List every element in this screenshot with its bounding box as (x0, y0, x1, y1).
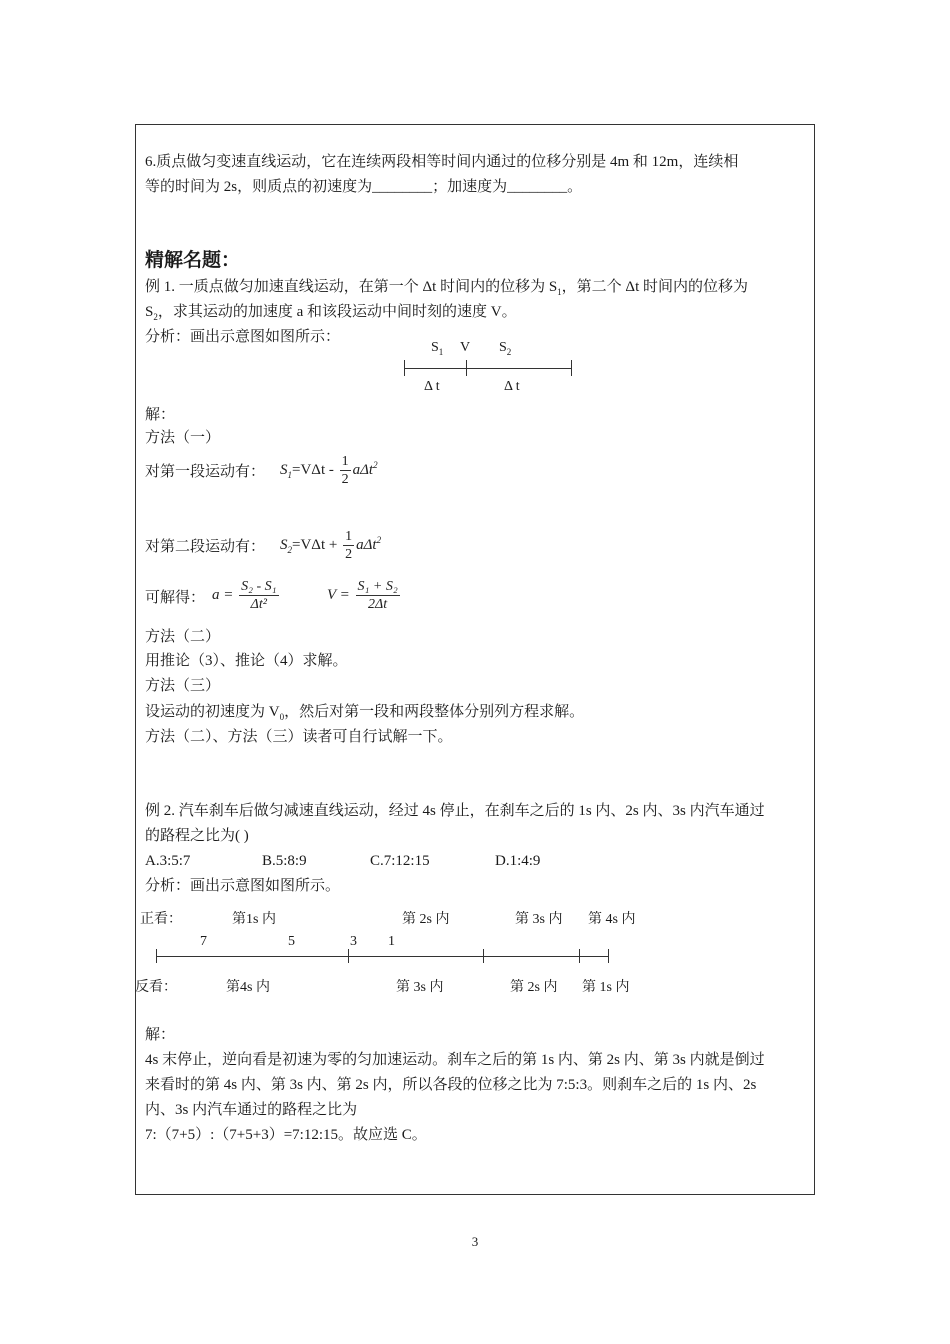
option-a: A.3:5:7 (145, 853, 191, 869)
q6-line2: 等的时间为 2s，则质点的初速度为________；加速度为________。 (145, 179, 583, 195)
ex1-line1: 例 1. 一质点做匀加速直线运动，在第一个 Δt 时间内的位移为 $S_1$，第二个 Δt 时间内的位移为 (145, 279, 748, 297)
ratio-3: 3 (350, 934, 357, 949)
ex1-closing: 方法（二）、方法（三）读者可自行试解一下。 (145, 729, 453, 745)
ex1-method3: 方法（三） (145, 678, 221, 694)
reverse-3: 第 2s 内 (510, 980, 558, 995)
reverse-1: 第4s 内 (226, 980, 270, 995)
ex1-method3-text: 设运动的初速度为 $V_0$，然后对第一段和两段整体分别列方程求解。 (145, 704, 585, 722)
eq2-label: 对第二段运动有： (145, 539, 266, 555)
label-dt1: Δ t (424, 379, 440, 394)
tick-1s (348, 949, 349, 963)
left-bracket-top (135, 901, 136, 931)
ex2-sol-line2: 来看时的第 4s 内、第 3s 内、第 2s 内，所以各段的位移之比为 7:5:3。则刹车之后的 1s 内、2s (145, 1077, 757, 1093)
tick-2s (483, 949, 484, 963)
ex1-method2-text: 用推论（3）、推论（4）求解。 (145, 653, 348, 669)
tick-end (571, 360, 572, 376)
v-formula: V = $\frac{\text{S₁ + S₂}}{2\Delta t}$ (327, 579, 398, 612)
tick-0s (156, 949, 157, 963)
eq1-label: 对第一段运动有： (145, 464, 266, 480)
ex1-method1: 方法（一） (145, 430, 221, 446)
ex2-line1: 例 2. 汽车刹车后做匀减速直线运动，经过 4s 停止，在刹车之后的 1s 内、2s 内、3s 内汽车通过 (145, 803, 765, 819)
ex2-analysis: 分析：画出示意图如图所示。 (145, 878, 341, 894)
option-d: D.1:4:9 (495, 853, 541, 869)
ex1-solution-label: 解： (145, 407, 176, 423)
eq2-formula: $S_2=V\Delta t$ + $\frac{1}{2}$ aΔt$^2$ (280, 529, 382, 562)
forward-2: 第 2s 内 (402, 912, 450, 927)
ratio-5: 5 (288, 934, 295, 949)
ex1-analysis: 分析：画出示意图如图所示： (145, 329, 341, 345)
reverse-4: 第 1s 内 (582, 980, 630, 995)
label-v: V (460, 340, 471, 355)
ex2-sol-line1: 4s 末停止，逆向看是初速为零的匀加速运动。刹车之后的第 1s 内、第 2s 内、第 3s 内就是倒过 (145, 1052, 765, 1068)
label-dt2: Δ t (504, 379, 520, 394)
reverse-label: 反看： (135, 980, 177, 995)
section-title: 精解名题： (145, 250, 241, 271)
ex1-method2: 方法（二） (145, 629, 221, 645)
tick-4s (608, 949, 609, 963)
eq1-formula: $S_1=V\Delta t$ - $\frac{1}{2}$ aΔt$^2$ (280, 454, 378, 487)
tick-start (404, 360, 405, 376)
tick-middle (466, 360, 467, 376)
left-bracket-mid (135, 934, 136, 964)
label-s2: $S_2$ (499, 340, 512, 357)
ex1-line2: $S_2$，求其运动的加速度 a 和该段运动中间时刻的速度 V。 (145, 304, 517, 322)
result-label: 可解得： (145, 590, 206, 606)
ex2-sol-line4: 7:（7+5）:（7+5+3）=7:12:15。故应选 C。 (145, 1127, 427, 1143)
forward-label: 正看： (140, 912, 182, 927)
tick-3s (579, 949, 580, 963)
forward-1: 第1s 内 (232, 912, 276, 927)
ex2-sol-line3: 内、3s 内汽车通过的路程之比为 (145, 1102, 358, 1118)
time-axis (156, 956, 609, 957)
option-c: C.7:12:15 (370, 853, 430, 869)
option-b: B.5:8:9 (262, 853, 307, 869)
forward-4: 第 4s 内 (588, 912, 636, 927)
ex2-solution-label: 解： (145, 1027, 176, 1043)
ex2-line2: 的路程之比为( ) (145, 828, 249, 844)
segment-axis (404, 368, 572, 369)
ratio-1: 1 (388, 934, 395, 949)
page-number: 3 (471, 1234, 479, 1249)
ratio-7: 7 (200, 934, 207, 949)
a-formula: a = $\frac{\text{S₂ - S₁}}{\text{Δt²}}$ (212, 579, 277, 612)
reverse-2: 第 3s 内 (396, 980, 444, 995)
forward-3: 第 3s 内 (515, 912, 563, 927)
label-s1: $S_1$ (431, 340, 444, 357)
q6-line1: 6.质点做匀变速直线运动，它在连续两段相等时间内通过的位移分别是 4m 和 12m，连续相 (145, 154, 739, 170)
